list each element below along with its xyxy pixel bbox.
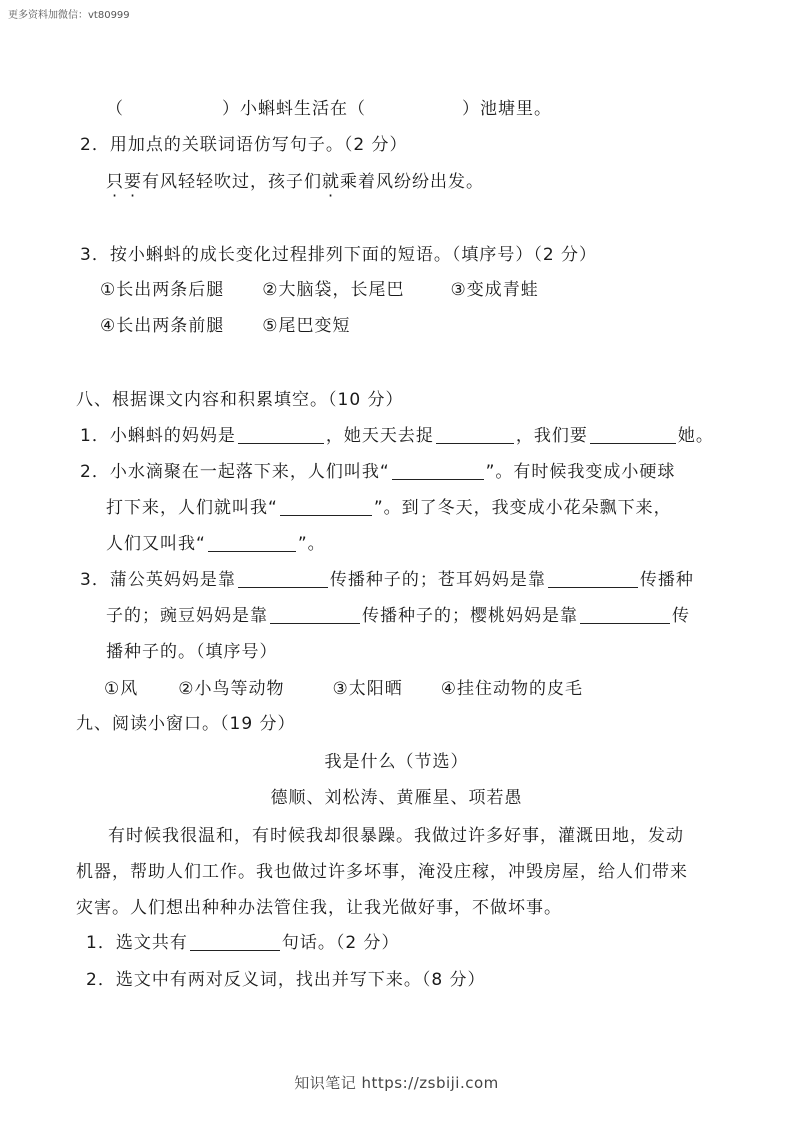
- q8-3-line1: 3．蒲公英妈妈是靠 传播种子的；苍耳妈妈是靠 传播种: [80, 570, 694, 590]
- option: ①长出两条后腿: [100, 280, 225, 300]
- dotted-word: 只: [106, 172, 124, 192]
- q7-3-prompt: 3．按小蝌蚪的成长变化过程排列下面的短语。（填序号）（2 分）: [80, 245, 598, 265]
- answer-blank[interactable]: [280, 497, 372, 516]
- option: ④挂住动物的皮毛: [440, 679, 583, 699]
- answer-blank[interactable]: [548, 569, 638, 588]
- answer-blank[interactable]: [392, 461, 484, 480]
- part9-heading: 九、阅读小窗口。（19 分）: [76, 714, 296, 734]
- footer-watermark: 知识笔记 https://zsbiji.com: [294, 1074, 499, 1092]
- passage-line: 有时候我很温和，有时候我却很暴躁。我做过许多好事，灌溉田地，发动: [108, 826, 684, 846]
- q8-2-line2: 打下来，人们就叫我“ ”。到了冬天，我变成小花朵飘下来，: [106, 498, 672, 518]
- passage-authors: 德顺、刘松涛、黄雁星、项若愚: [270, 788, 523, 808]
- answer-blank[interactable]: [580, 605, 670, 624]
- answer-blank[interactable]: [238, 569, 328, 588]
- answer-blank[interactable]: [190, 932, 280, 951]
- part8-heading: 八、根据课文内容和积累填空。（10 分）: [76, 390, 404, 410]
- option: ②小鸟等动物: [178, 679, 285, 699]
- tadpole-habitat-line: （ ）小蝌蚪生活在（ ）池塘里。: [106, 99, 552, 119]
- dotted-word: 就: [322, 172, 340, 192]
- q8-1: 1．小蝌蚪的妈妈是 ，她天天去捉 ，我们要 她。: [80, 426, 714, 446]
- corner-note: 更多资料加微信：vt80999: [8, 10, 130, 21]
- passage-line: 机器，帮助人们工作。我也做过许多坏事，淹没庄稼，冲毁房屋，给人们带来: [76, 862, 688, 882]
- q9-2: 2．选文中有两对反义词，找出并写下来。（8 分）: [86, 970, 486, 990]
- answer-blank[interactable]: [436, 425, 514, 444]
- answer-blank[interactable]: [590, 425, 676, 444]
- answer-blank[interactable]: [238, 425, 324, 444]
- q7-3-options-row2: [100, 315, 351, 337]
- answer-blank[interactable]: [208, 533, 296, 552]
- q8-2-line3: 人们又叫我“ ”。: [106, 534, 326, 554]
- option: ①风: [104, 679, 139, 699]
- q8-2-line1: 2．小水滴聚在一起落下来，人们叫我“ ”。有时候我变成小硬球: [80, 462, 676, 482]
- q8-3-line3: 播种子的。（填序号）: [106, 642, 278, 662]
- q7-2-sentence: 只要有风轻轻吹过，孩子们就乘着风纷纷出发。: [106, 172, 484, 192]
- answer-blank[interactable]: [270, 605, 360, 624]
- option: ③太阳晒: [332, 679, 403, 699]
- passage-line: 灾害。人们想出种种办法管住我，让我光做好事，不做坏事。: [76, 898, 562, 918]
- option: ③变成青蛙: [450, 280, 539, 300]
- option: ⑤尾巴变短: [262, 316, 351, 336]
- q8-3-options: [104, 678, 583, 700]
- q9-1: 1．选文共有 句话。（2 分）: [86, 933, 400, 953]
- q7-2-prompt: 2．用加点的关联词语仿写句子。（2 分）: [80, 135, 408, 155]
- option: ②大脑袋，长尾巴: [262, 280, 405, 300]
- option: ④长出两条前腿: [100, 316, 225, 336]
- q8-3-line2: 子的；豌豆妈妈是靠 传播种子的；樱桃妈妈是靠 传: [106, 606, 690, 626]
- q7-3-options-row1: [100, 279, 539, 301]
- dotted-word: 要: [124, 172, 142, 192]
- passage-title: 我是什么（节选）: [324, 752, 469, 772]
